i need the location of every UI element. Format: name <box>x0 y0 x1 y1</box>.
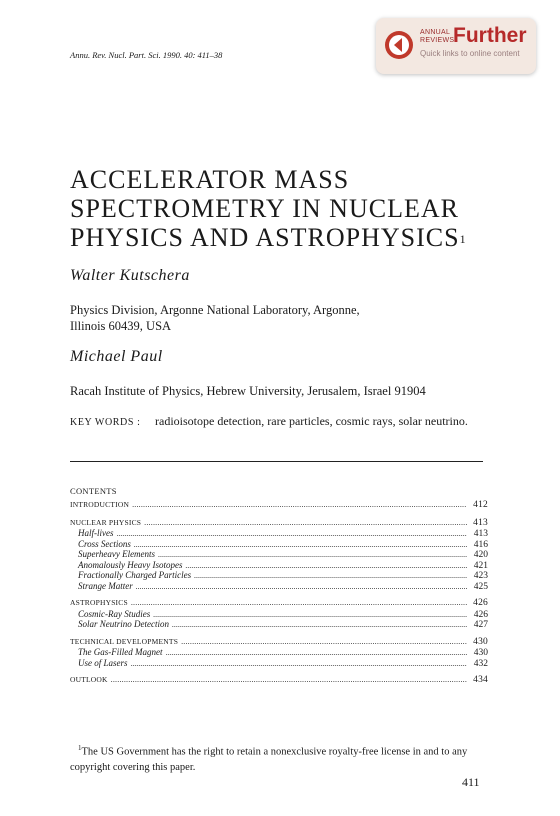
toc-entry-anomalously-heavy-isotopes[interactable]: Anomalously Heavy Isotopes ..... 421 <box>70 560 488 571</box>
toc-entry-half-lives[interactable]: Half-lives ..... 413 <box>70 528 488 539</box>
toc-entry-astrophysics[interactable]: ASTROPHYSICS ..... 426 <box>70 598 488 609</box>
toc-entry-introduction[interactable]: INTRODUCTION ..... 412 <box>70 500 488 511</box>
page-number: 411 <box>462 775 480 789</box>
keywords-text: radioisotope detection, rare particles, cosmic rays, solar neutrino. <box>155 414 468 428</box>
toc-entry-solar-neutrino-detection[interactable]: Solar Neutrino Detection ..... 427 <box>70 619 488 630</box>
annual-reviews-further-banner[interactable] <box>376 18 536 74</box>
toc-entry-cosmic-ray-studies[interactable]: Cosmic-Ray Studies ..... 426 <box>70 609 488 620</box>
toc-entry-fractionally-charged-particles[interactable]: Fractionally Charged Particles ..... 423 <box>70 570 488 581</box>
table-of-contents <box>70 500 488 686</box>
annual-reviews-logo-icon <box>384 30 414 60</box>
contents-heading: CONTENTS <box>70 486 117 496</box>
toc-entry-technical-developments[interactable]: TECHNICAL DEVELOPMENTS ..... 430 <box>70 637 488 648</box>
footnote-mark: 1 <box>78 744 82 752</box>
section-divider <box>70 461 483 462</box>
toc-entry-outlook[interactable]: OUTLOOK ..... 434 <box>70 675 488 686</box>
publisher-name: ANNUAL REVIEWS <box>420 29 455 44</box>
article-title: ACCELERATOR MASS SPECTROMETRY IN NUCLEAR PHYSICS AND ASTROPHYSICS$^1$ <box>70 165 467 252</box>
author-name: Walter Kutschera <box>70 267 190 284</box>
author-affiliation: Physics Division, Argonne National Laboratory, Argonne, Illinois 60439, USA <box>70 303 360 333</box>
brand-further: Further <box>453 24 527 47</box>
toc-entry-gas-filled-magnet[interactable]: The Gas-Filled Magnet ..... 430 <box>70 647 488 658</box>
author-affiliation: Racah Institute of Physics, Hebrew University, Jerusalem, Israel 91904 <box>70 384 426 398</box>
keywords-label: KEY WORDS : <box>70 417 141 428</box>
banner-tagline[interactable]: Quick links to online content <box>420 49 520 58</box>
toc-entry-nuclear-physics[interactable]: NUCLEAR PHYSICS ..... 413 <box>70 518 488 529</box>
title-footnote-mark[interactable]: 1 <box>459 232 467 246</box>
toc-entry-use-of-lasers[interactable]: Use of Lasers ..... 432 <box>70 658 488 669</box>
author-name: Michael Paul <box>70 348 163 365</box>
toc-entry-superheavy-elements[interactable]: Superheavy Elements ..... 420 <box>70 549 488 560</box>
footnote: $^1$The US Government has the right to retain a nonexclusive royalty-free license in and to any copyright covering this paper. <box>70 744 468 773</box>
journal-citation: Annu. Rev. Nucl. Part. Sci. 1990. 40: 411–38 <box>70 50 223 60</box>
toc-entry-strange-matter[interactable]: Strange Matter ..... 425 <box>70 581 488 592</box>
toc-entry-cross-sections[interactable]: Cross Sections ..... 416 <box>70 539 488 550</box>
